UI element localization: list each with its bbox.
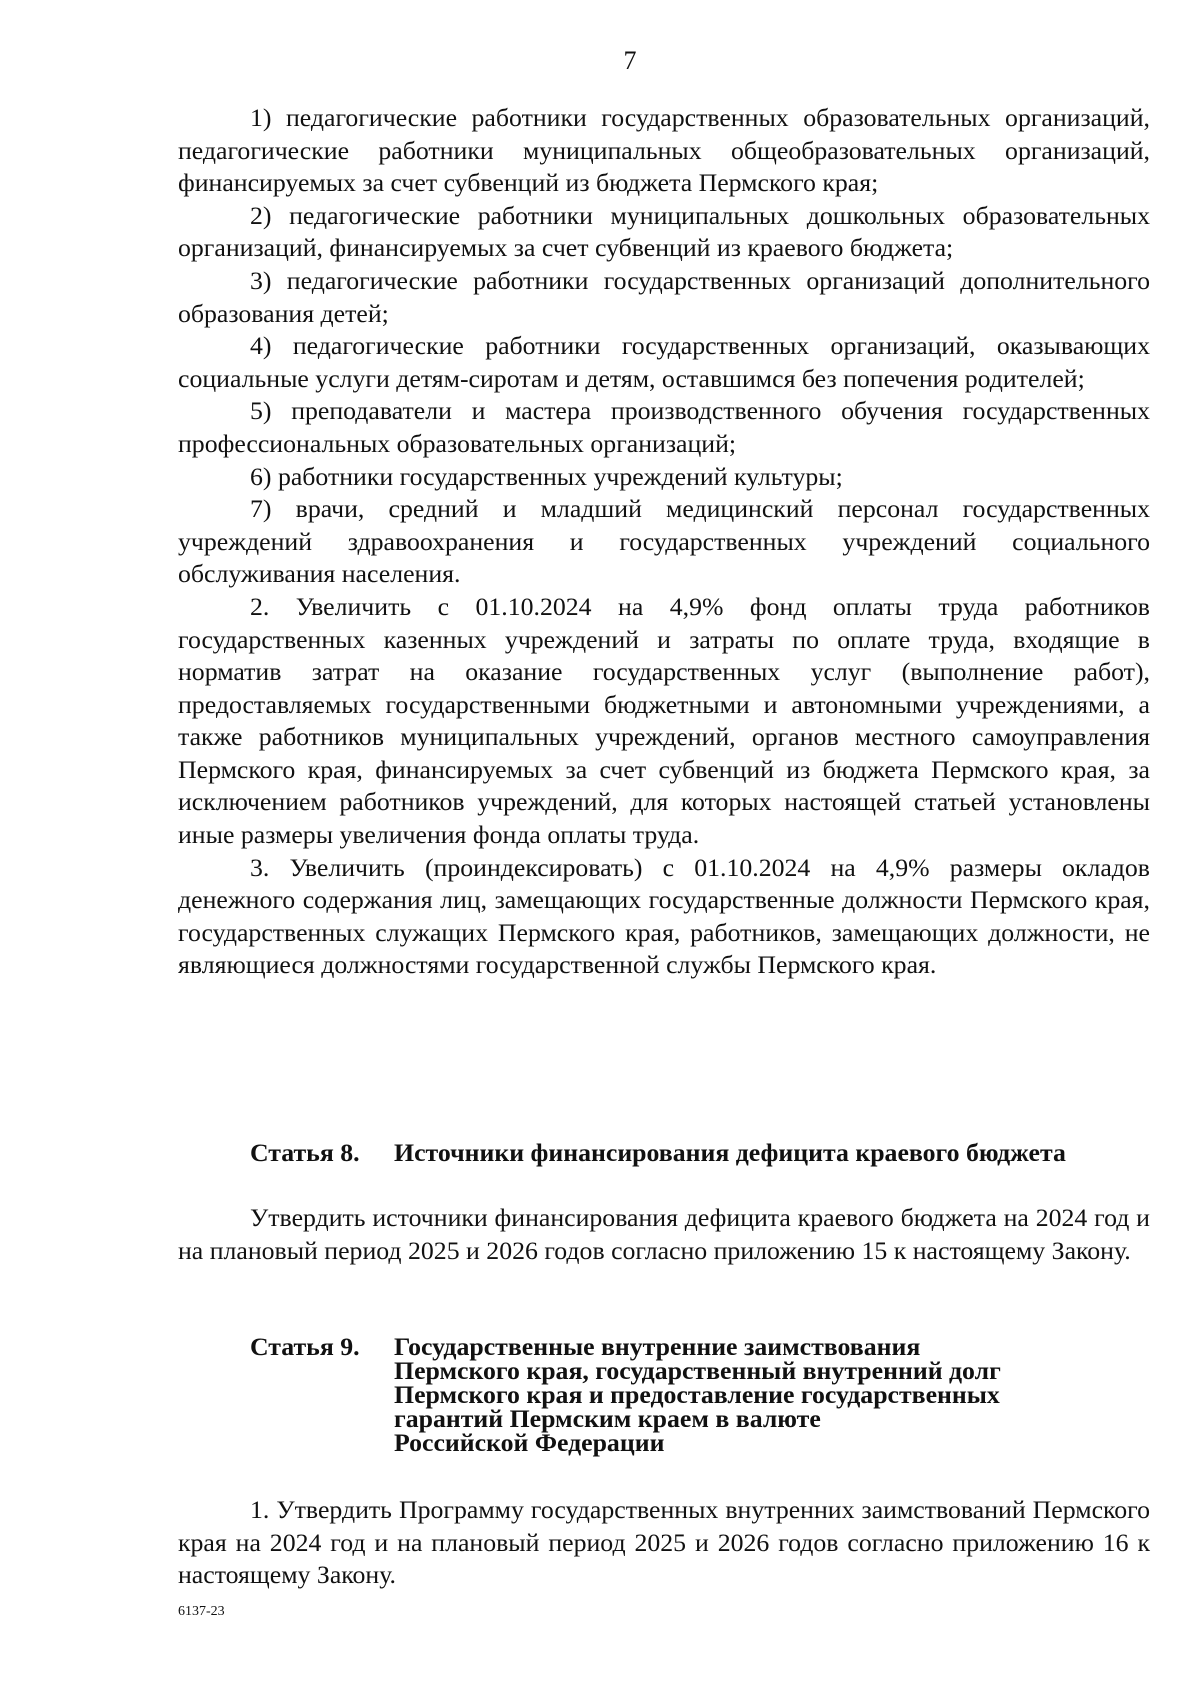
page-number: 7: [623, 46, 637, 75]
list-item: 6) работники государственных учреждений культуры;: [250, 461, 843, 491]
list-item: 1) педагогические работники государственных образовательных организаций, педагогические работники муниципальных общеобразовательных организаций, финансируемых за счет субвенций из бюджета Пермского края;: [178, 103, 1150, 198]
list-item: 2) педагогические работники муниципальных дошкольных образовательных организаций, финансируемых за счет субвенций из краевого бюджета;: [178, 200, 1150, 263]
article-9-title: [394, 1332, 1180, 1457]
article-9-number: Статья 9.: [250, 1332, 360, 1361]
article-8-heading: [250, 1138, 1180, 1167]
article-9-body-block: [178, 1494, 1150, 1592]
article-9-title-line: Пермского края и предоставление государственных: [394, 1380, 1000, 1409]
list-item: 4) педагогические работники государственных организаций, оказывающих социальные услуги детям-сиротам и детям, оставшимся без попечения родителей;: [178, 331, 1150, 393]
clause-2: 2. Увеличить с 01.10.2024 на 4,9% фонд оплаты труда работников государственных казенных учреждений и затраты по оплате труда, входящие в норматив затрат на оказание государственных услуг (выполнение работ), предоставляемых государственными бюджетными и автономными учреждениями, а также работников муниципальных учреждений, органов местного самоуправления Пермского края, финансируемых за счет субвенций из бюджета Пермского края, за исключением работников учреждений, для которых настоящей статьей установлены иные размеры увеличения фонда оплаты труда.: [178, 591, 1150, 850]
list-item: 7) врачи, средний и младший медицинский персонал государственных учреждений здравоохранения и государственных учреждений социального обслуживания населения.: [178, 494, 1150, 589]
list-item: 5) преподаватели и мастера производственного обучения государственных профессиональных образовательных организаций;: [178, 396, 1150, 458]
article-9-title-line: Пермского края, государственный внутренний долг: [394, 1356, 1001, 1385]
article-8-title: Источники финансирования дефицита краевого бюджета: [394, 1138, 1066, 1167]
article-9-title-line: Государственные внутренние заимствования: [394, 1332, 921, 1361]
list-item: 3) педагогические работники государственных организаций дополнительного образования детей;: [178, 265, 1150, 328]
clause-3: 3. Увеличить (проиндексировать) с 01.10.2024 на 4,9% размеры окладов денежного содержания лиц, замещающих государственные должности Пермского края, государственных служащих Пермского края, работников, замещающих должности, не являющиеся должностями государственной службы Пермского края.: [178, 852, 1150, 980]
document-code: 6137-23: [178, 1604, 225, 1619]
article-8-number: Статья 8.: [250, 1138, 360, 1167]
article-7-continuation: [178, 102, 1150, 982]
article-8-body: Утвердить источники финансирования дефицита краевого бюджета на 2024 год и на плановый период 2025 и 2026 годов согласно приложению 15 к настоящему Закону.: [178, 1203, 1150, 1265]
article-9-title-line: Российской Федерации: [394, 1428, 665, 1457]
article-9-title-line: гарантий Пермским краем в валюте: [394, 1404, 821, 1433]
article-8-body-block: [178, 1202, 1150, 1267]
article-9-heading: [250, 1332, 1180, 1457]
article-9-body: 1. Утвердить Программу государственных внутренних заимствований Пермского края на 2024 год и на плановый период 2025 и 2026 годов согласно приложению 16 к настоящему Закону.: [178, 1495, 1150, 1590]
